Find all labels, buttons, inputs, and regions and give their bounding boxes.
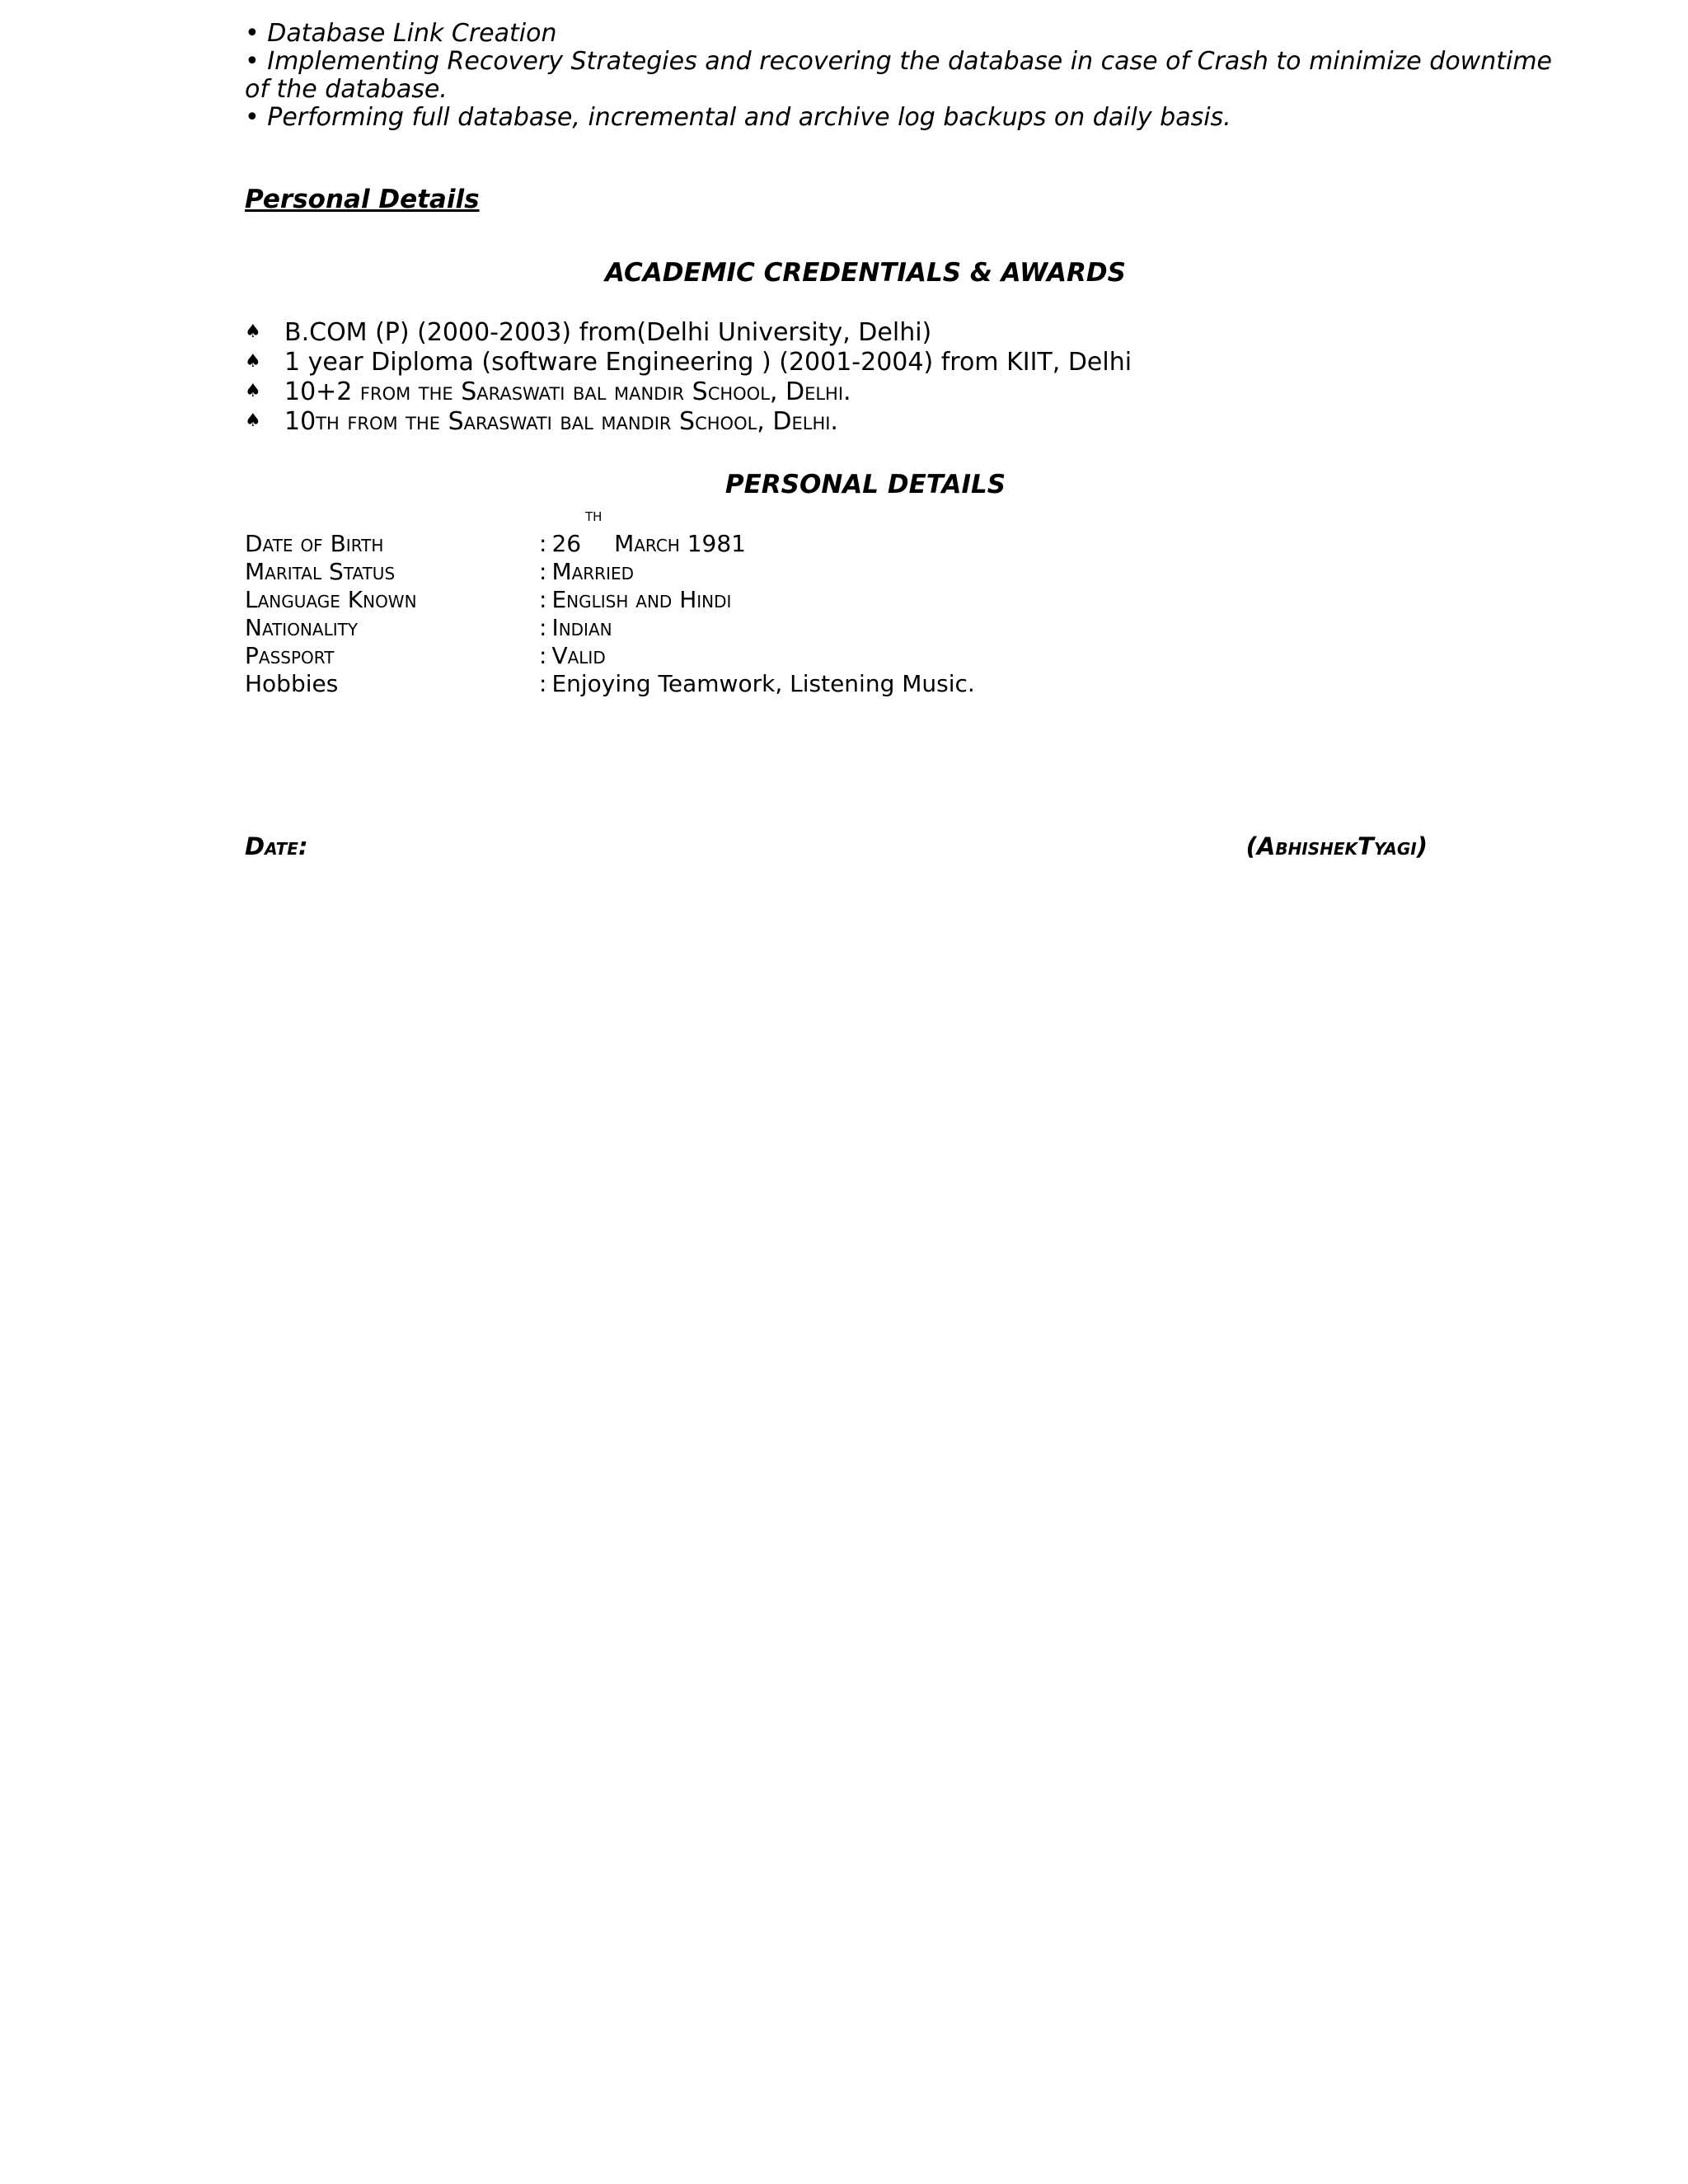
hobbies-text: Enjoying Teamwork, Listening Music.: [551, 670, 975, 697]
value-hobbies: : Enjoying Teamwork, Listening Music.: [539, 670, 975, 697]
bullet-recovery-strategies: • Implementing Recovery Strategies and recovering the database in case of Crash to minimize downtime: [245, 47, 1553, 76]
label-passport: Passport: [245, 642, 335, 669]
nationality-text: Indian: [551, 614, 612, 641]
date-label: Date:: [245, 832, 308, 860]
label-nationality: Nationality: [245, 614, 359, 641]
label-language-known: Language Known: [245, 586, 417, 613]
dob-day: 26: [551, 530, 582, 557]
spade-icon: ♠: [245, 321, 261, 342]
spade-icon: ♠: [245, 410, 261, 431]
passport-text: Valid: [551, 642, 606, 669]
academic-item-text: 10+2 from the Saraswati bal mandir School, Delhi.: [284, 377, 851, 406]
signature-name: (AbhishekTyagi): [1245, 832, 1428, 860]
section-heading-personal-details: Personal Details: [245, 185, 480, 214]
value-nationality: : Indian: [539, 614, 612, 641]
academic-item: [245, 348, 1132, 378]
bullet-recovery-strategies-cont: of the database.: [245, 75, 448, 104]
value-date-of-birth: : 26 March 1981: [539, 530, 746, 557]
bullet-database-link: • Database Link Creation: [245, 19, 557, 48]
dob-superscript: th: [585, 505, 603, 526]
academic-item: [245, 318, 931, 349]
academic-heading: ACADEMIC CREDENTIALS & AWARDS: [605, 258, 1126, 288]
language-known-text: English and Hindi: [551, 586, 732, 613]
academic-item: [245, 407, 838, 438]
academic-item-text: 1 year Diploma (software Engineering ) (2001-2004) from KIIT, Delhi: [284, 348, 1132, 377]
dob-month-year: March 1981: [614, 530, 746, 557]
spade-icon: ♠: [245, 350, 261, 372]
academic-item: [245, 377, 851, 408]
academic-item-text: B.COM (P) (2000-2003) from(Delhi University, Delhi): [284, 318, 932, 347]
value-marital-status: : Married: [539, 558, 635, 585]
value-language-known: : English and Hindi: [539, 586, 732, 613]
personal-details-heading: PERSONAL DETAILS: [724, 470, 1006, 499]
spade-icon: ♠: [245, 380, 261, 401]
academic-item-text: 10th from the Saraswati bal mandir School, Delhi.: [284, 407, 838, 436]
label-date-of-birth: Date of Birth: [245, 530, 384, 557]
label-marital-status: Marital Status: [245, 558, 396, 585]
marital-status-text: Married: [551, 558, 635, 585]
value-passport: : Valid: [539, 642, 606, 669]
label-hobbies: Hobbies: [245, 670, 339, 697]
bullet-backups: • Performing full database, incremental and archive log backups on daily basis.: [245, 103, 1231, 132]
